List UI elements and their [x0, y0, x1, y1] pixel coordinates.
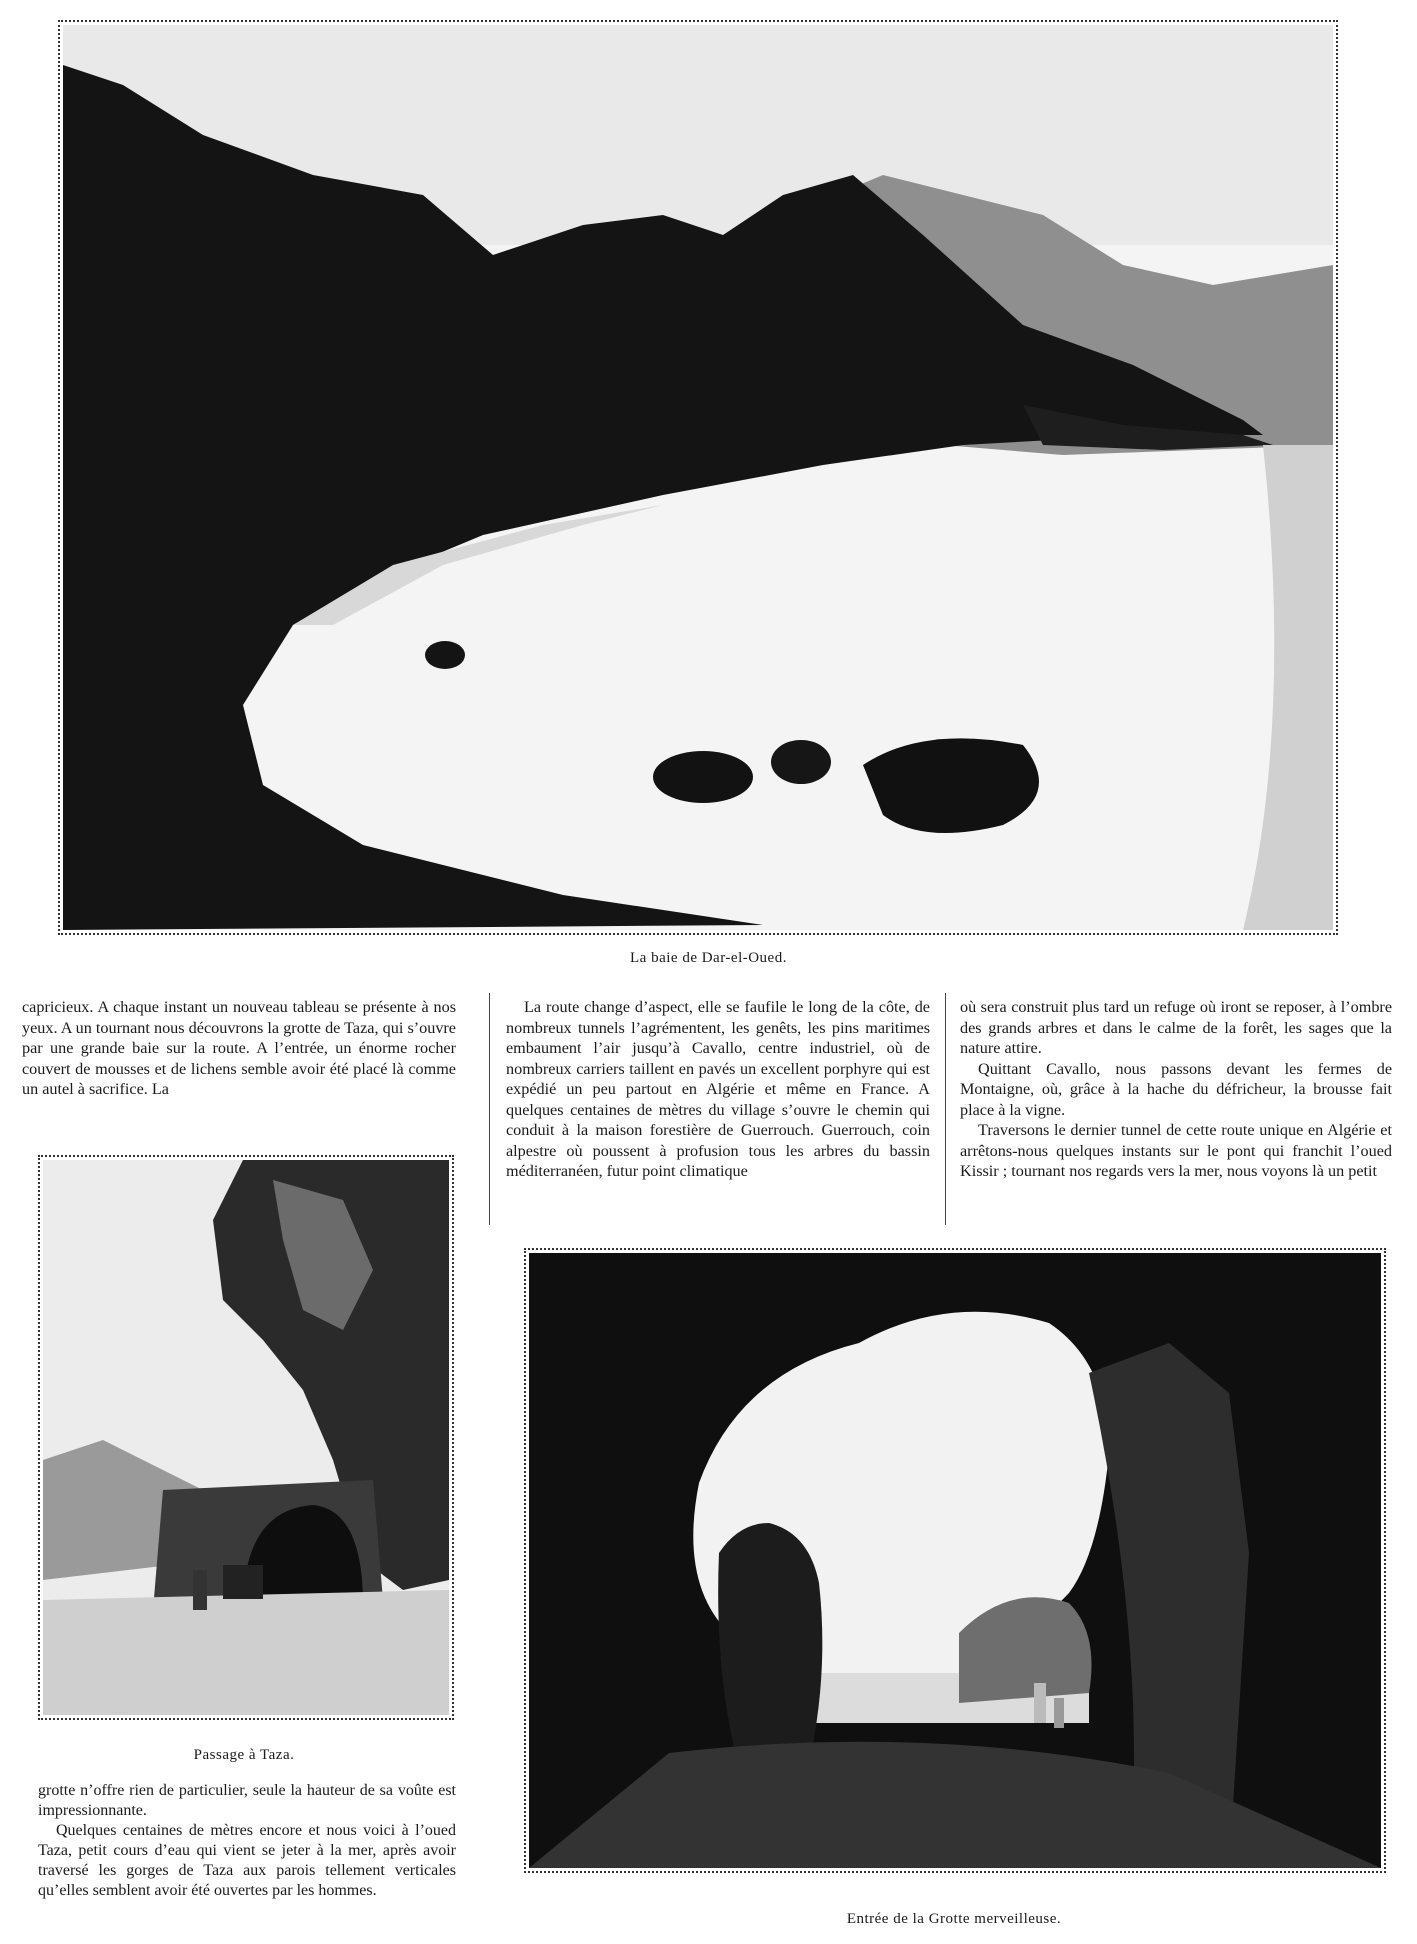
col2-paragraph: La route change d’aspect, elle se faufile le long de la côte, de nombreux tunnels l’agrémentent, les genêts, les pins maritimes embaument l’air jusqu’à Cavallo, centre industriel, où de nombreux carriers taillent en pavés un excellent porphyre qui est expédié un peu partout en Algérie et même en France. A quelques centaines de mètres du village s’ouvre le chemin qui conduit à la maison forestière de Guerrouch. Guerrouch, coin alpestre où poussent à profusion tous les arbres du bassin méditerranéen, futur point climatique	[506, 998, 930, 1180]
col1-top-paragraph: capricieux. A chaque instant un nouveau tableau se présente à nos yeux. A un tournant nous découvrons la grotte de Taza, qui s’ouvre par une grande baie sur la route. A l’entrée, un énorme rocher couvert de mousses et de lichens semble avoir été placé là comme un autel à sacrifice. La	[22, 998, 456, 1098]
column-rule-2	[945, 993, 946, 1225]
column-2	[506, 997, 930, 1182]
col3-paragraph-2: Quittant Cavallo, nous passons devant les fermes de Montaigne, où, grâce à la hache du défricheur, la brousse fait place à la vigne.	[960, 1059, 1392, 1119]
column-1-top	[22, 997, 456, 1100]
grotto-photo-caption: Entrée de la Grotte merveilleuse.	[846, 1911, 1062, 1927]
grotto-photo-image	[529, 1253, 1381, 1868]
grotto-photo	[524, 1248, 1386, 1873]
column-rule-1	[489, 993, 490, 1225]
taza-photo-image	[43, 1160, 449, 1715]
taza-photo-caption: Passage à Taza.	[193, 1747, 295, 1763]
bay-photo	[58, 20, 1338, 935]
bay-photo-image	[63, 25, 1333, 930]
column-3	[960, 997, 1392, 1182]
col1-bottom-paragraph-2: Quelques centaines de mètres encore et nous voici à l’oued Taza, petit cours d’eau qui vient se jeter à la mer, après avoir traversé les gorges de Taza aux parois tellement verticales qu’elles semblent avoir été ouvertes par les hommes.	[38, 1822, 456, 1899]
taza-photo	[38, 1155, 454, 1720]
col3-paragraph-1: où sera construit plus tard un refuge où iront se reposer, à l’ombre des grands arbres et dans le calme de la forêt, les sages que la nature attire.	[960, 998, 1392, 1057]
column-1-bottom	[38, 1781, 456, 1901]
col1-bottom-paragraph-1: grotte n’offre rien de particulier, seule la hauteur de sa voûte est impressionnante.	[38, 1782, 456, 1819]
col3-paragraph-3: Traversons le dernier tunnel de cette route unique en Algérie et arrêtons-nous quelques instants sur le pont qui franchit l’oued Kissir ; tournant nos regards vers la mer, nous voyons là un petit	[960, 1121, 1392, 1180]
bay-photo-caption: La baie de Dar-el-Oued.	[630, 950, 787, 966]
